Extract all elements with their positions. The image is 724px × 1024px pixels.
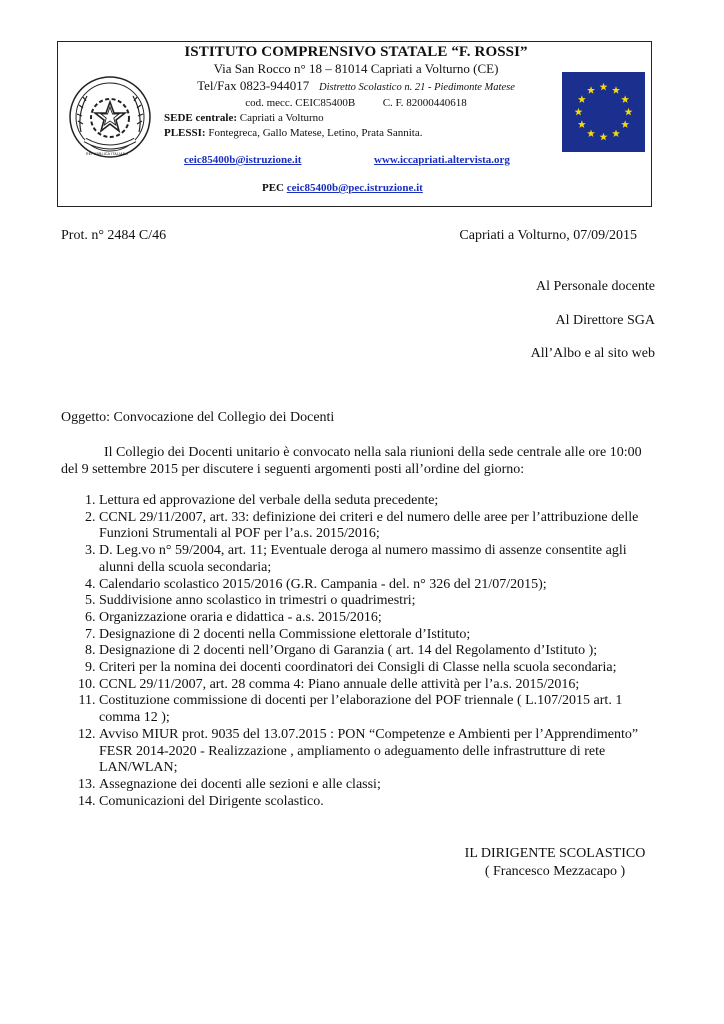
agenda-item: 8. Designazione di 2 docenti nell’Organo di Garanzia ( art. 14 del Regolamento d’Istituto ); bbox=[99, 643, 661, 660]
sede-label: SEDE centrale: bbox=[164, 112, 238, 124]
agenda-item: 3. D. Leg.vo n° 59/2004, art. 11; Eventuale deroga al numero massimo di assenze consentite agli alunni della scuola secondaria; bbox=[99, 543, 661, 576]
agenda-item: 6. Organizzazione oraria e didattica - a.s. 2015/2016; bbox=[99, 610, 661, 627]
place-date: Capriati a Volturno, 07/09/2015 bbox=[459, 228, 637, 243]
school-address: Via San Rocco n° 18 – 81014 Capriati a Volturno (CE) bbox=[213, 61, 499, 76]
school-name: ISTITUTO COMPRENSIVO STATALE “F. ROSSI” bbox=[184, 44, 528, 60]
sede-line bbox=[158, 111, 554, 126]
plessi-value: Fontegreca, Gallo Matese, Letino, Prata Sannita. bbox=[208, 127, 423, 139]
school-district: Distretto Scolastico n. 21 - Piedimonte Matese bbox=[318, 82, 515, 93]
agenda-item: 14. Comunicazioni del Dirigente scolastico. bbox=[99, 794, 661, 811]
agenda-item: 5. Suddivisione anno scolastico in trimestri o quadrimestri; bbox=[99, 593, 661, 610]
tel-fax: Tel/Fax 0823-944017 bbox=[197, 78, 310, 93]
pec-label: PEC bbox=[262, 182, 284, 194]
intro-text: Il Collegio dei Docenti unitario è convocato nella sala riunioni della sede centrale alle ore 10:00 del 9 settembre 2015 per discutere i seguenti argomenti posti all’ordine del giorno: bbox=[61, 445, 642, 477]
protocol-number: Prot. n° 2484 C/46 bbox=[61, 228, 167, 243]
agenda-item: 12. Avviso MIUR prot. 9035 del 13.07.2015 : PON “Competenze e Ambienti per l’Apprendimento” FESR 2014-2020 - Realizzazione , ampliamento o adeguamento delle infrastrutture di rete LAN/WLAN; bbox=[99, 727, 661, 777]
subject-line: Oggetto: Convocazione del Collegio dei Docenti bbox=[61, 410, 335, 425]
agenda-item: 11. Costituzione commissione di docenti per l’elaborazione del POF triennale ( L.107/2015 art. 1 comma 12 ); bbox=[99, 693, 661, 726]
intro-paragraph bbox=[61, 444, 661, 478]
letterhead bbox=[57, 41, 652, 207]
agenda-item: 1. Lettura ed approvazione del verbale della seduta precedente; bbox=[99, 493, 661, 510]
agenda-item: 7. Designazione di 2 docenti nella Commissione elettorale d’Istituto; bbox=[99, 627, 661, 644]
recipient-director: Al Direttore SGA bbox=[555, 313, 655, 328]
signatory-role: IL DIRIGENTE SCOLASTICO bbox=[464, 846, 646, 861]
pec-line bbox=[262, 182, 423, 194]
sede-value: Capriati a Volturno bbox=[239, 112, 324, 124]
agenda-item: 4. Calendario scolastico 2015/2016 (G.R. Campania - del. n° 326 del 21/07/2015); bbox=[99, 577, 661, 594]
letterhead-text-block bbox=[158, 42, 554, 141]
agenda-item: 9. Criteri per la nomina dei docenti coordinatori dei Consigli di Classe nella scuola secondaria; bbox=[99, 660, 661, 677]
recipient-teachers: Al Personale docente bbox=[536, 279, 655, 294]
agenda-item: 10. CCNL 29/11/2007, art. 28 comma 4: Piano annuale delle attività per l’a.s. 2015/2016; bbox=[99, 677, 661, 694]
agenda-list bbox=[61, 493, 661, 810]
signature-block bbox=[455, 845, 655, 881]
plessi-line bbox=[158, 126, 554, 141]
email-link[interactable]: ceic85400b@istruzione.it bbox=[184, 154, 302, 166]
agenda-item: 13. Assegnazione dei docenti alle sezioni e alle classi; bbox=[99, 777, 661, 794]
pec-email-link[interactable]: ceic85400b@pec.istruzione.it bbox=[286, 182, 423, 194]
emblem-text: REPUBBLICA ITALIANA bbox=[86, 152, 129, 156]
eu-flag-icon bbox=[562, 72, 645, 152]
website-link[interactable]: www.iccapriati.altervista.org bbox=[374, 154, 510, 166]
agenda-item: 2. CCNL 29/11/2007, art. 33: definizione dei criteri e del numero delle aree per l’attribuzione delle Funzioni Strumentali al POF per l’a.s. 2015/2016; bbox=[99, 510, 661, 543]
republic-emblem-icon bbox=[67, 74, 153, 160]
school-codes: cod. mecc. CEIC85400B C. F. 82000440618 bbox=[245, 97, 467, 109]
signatory-name: ( Francesco Mezzacapo ) bbox=[484, 864, 626, 879]
plessi-label: PLESSI: bbox=[164, 127, 206, 139]
contact-line bbox=[158, 77, 554, 96]
recipient-noticeboard: All’Albo e al sito web bbox=[530, 346, 655, 361]
